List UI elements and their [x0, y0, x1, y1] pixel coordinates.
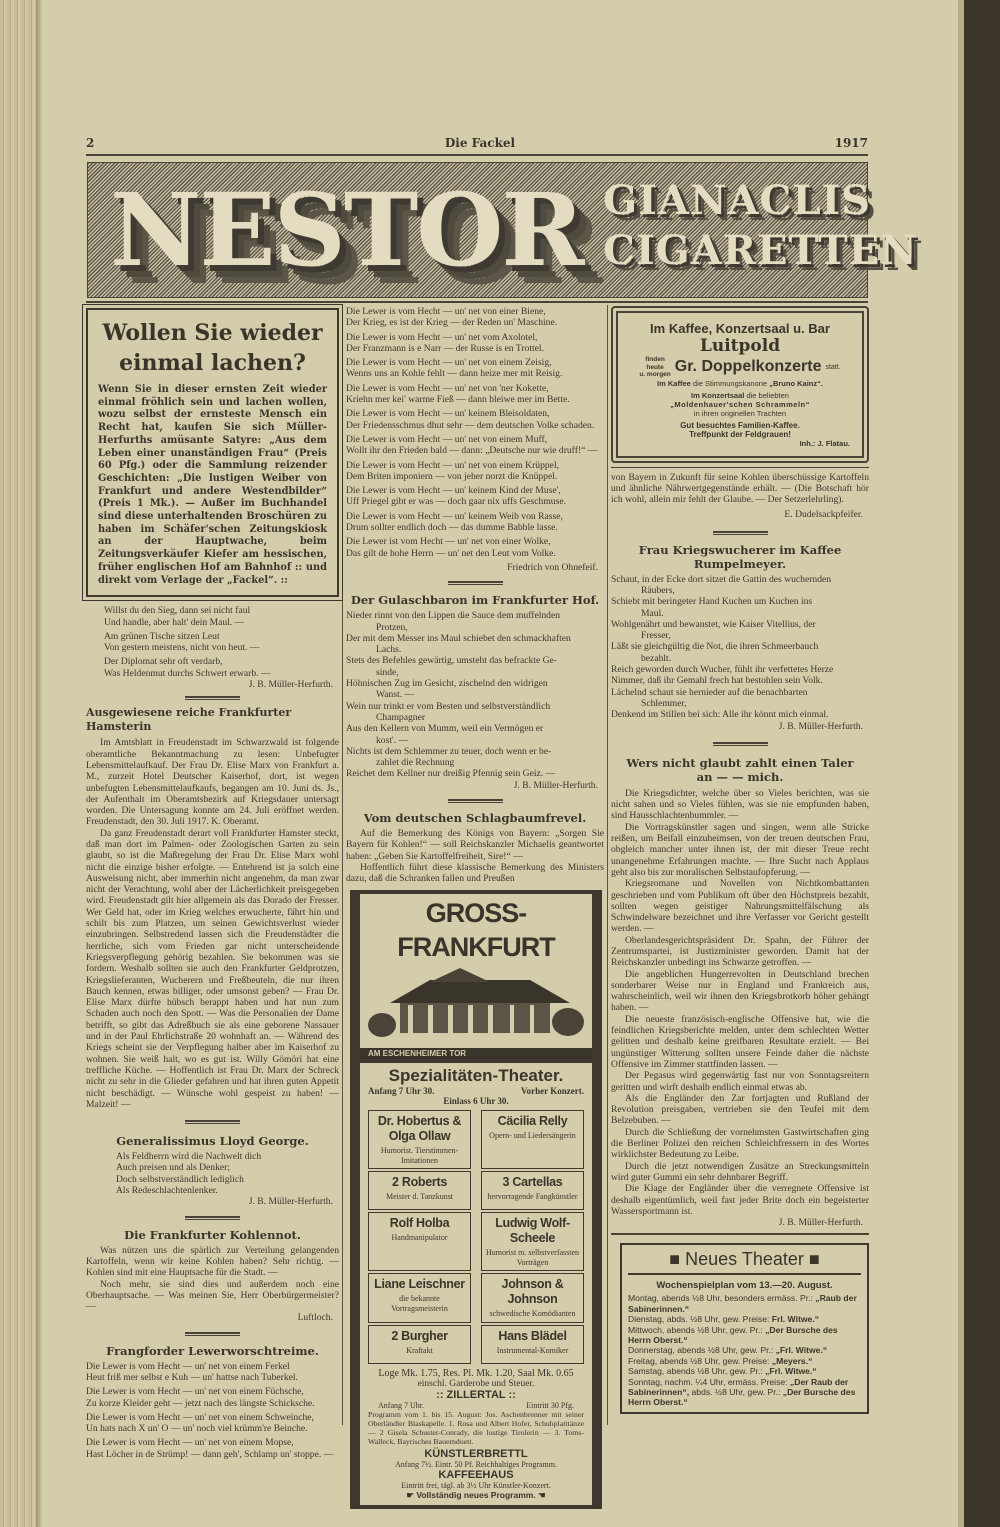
paragraph: Als die Engländer den Zar fortjagten und Rußland der Revolution preisgaben, vertrieben sie den Teufel mit dem Belzebuben. —	[611, 1092, 869, 1127]
poem-line-continuation: Räubers,	[641, 584, 675, 596]
act-description: Kraftakt	[406, 1345, 433, 1355]
separator	[185, 696, 240, 700]
poem-line: Die Lewer is vom Hecht — un' net von einem Schweinche,	[86, 1411, 314, 1423]
signature: J. B. Müller-Herfurth.	[513, 779, 598, 791]
poem-line-continuation: Schlemmer,	[641, 697, 687, 709]
schedule-day: Mittwoch, abends ½8 Uhr, gew. Pr.: „Der Bursche des Herrn Oberst.“	[628, 1324, 838, 1346]
article-title: Wers nicht glaubt zahlt einen Taler an — — mich.	[626, 755, 854, 784]
acts-grid	[368, 1110, 584, 1364]
poem-line-continuation: kost'. —	[376, 734, 409, 746]
separator	[185, 1120, 240, 1124]
article-title: Ausgewiesene reiche Frankfurter Hamsterin	[86, 706, 292, 734]
poem-line: Die Lewer is vom Hecht — un' net von einem Füchsche,	[86, 1386, 304, 1398]
band-name: „Moldenhauer'schen Schrammeln“	[670, 399, 810, 409]
column-divider	[607, 305, 608, 1425]
poem-line: Reich geworden durch Wucher, fühlt ihr verfettetes Herze	[611, 664, 834, 676]
separator	[185, 1332, 240, 1336]
paragraph: Die neueste französisch-englische Offensive hat, wie die feindlichen Kriegsberichte melden, unter dem schlechten Wetter gelitten und deshalb keine greifbaren Resultate erzielt. — Bei ungünstiger Witterung sollten unsere Feinde daher die nächste Offensive im Zimmer stattfinden lassen. —	[611, 1013, 869, 1070]
act-listing	[368, 1171, 471, 1210]
meeting-point: Treffpunkt der Feldgrauen!	[689, 429, 791, 439]
paragraph: Durch die jetzt notwendigen Zusätze an Streckungsmitteln wird guter Gummi ein sehr dehnbarer Begriff.	[611, 1160, 869, 1183]
concert-title: Gr. Doppelkonzerte	[674, 358, 822, 376]
signature: Friedrich von Ohnefeif.	[507, 561, 598, 573]
act-listing	[481, 1325, 584, 1364]
prices-note: einschl. Garderobe und Steuer.	[417, 1378, 535, 1389]
poem-line-continuation: Lachs.	[376, 644, 402, 656]
poem-line: Der Friedensschmus dhut sehr — dem deutschen Volke schaden.	[346, 419, 595, 431]
sieg-poem: Willst du den Sieg, dann sei nicht faul Und handle, aber halt' dein Maul. — Am grünen Tische sitzen Leut Von gestern meistens, nicht von heut. — Der Diplomat sehr oft verdarb, Was Heldenmut durchs Schwert erwarb. —	[104, 605, 271, 679]
act-description: Meister d. Tanzkunst	[385, 1192, 454, 1202]
separator	[448, 581, 503, 585]
article-title: Vom deutschen Schlagbaumfrevel.	[363, 810, 587, 825]
schedule-day: Samstag, abends ½8 Uhr, gew. Pr.: „Frl. Witwe.“	[628, 1366, 817, 1377]
act-description: Humorist m. selbstverfassten Vorträgen	[485, 1248, 580, 1267]
page-number: 2	[86, 136, 95, 150]
poem-line: Nimmer, daß ihr Gemahl frech hat bestohlen sein Volk.	[611, 675, 823, 687]
act-description: hervorragende Fangkünstler	[487, 1192, 578, 1202]
schedule-list	[628, 1293, 861, 1407]
poem-line: Die Lewer is vom Hecht — un' net von 'ner Kokette,	[346, 382, 549, 394]
stanza	[346, 460, 604, 483]
separator	[713, 531, 768, 535]
zillertal-entry: Eintritt 30 Pfg.	[526, 1400, 574, 1410]
poem-line: Un hats nach X un' O — un' noch viel krümm're Beinche.	[86, 1423, 308, 1435]
saal-line: Im Konzertsaal die beliebten	[691, 390, 789, 400]
signature: J. B. Müller-Herfurth.	[778, 720, 863, 732]
kaffeehaus-title: KAFFEEHAUS	[438, 1468, 514, 1481]
lewerworscht-poem-part1	[86, 1361, 339, 1460]
poem-line: Denkend im Stillen bei sich: Alle ihr könnt mich einmal.	[611, 709, 829, 721]
poem-line-continuation: Champagner	[376, 711, 426, 723]
poem-line: Das gilt de hohe Herrn — un' net den Leut vom Volke.	[346, 547, 556, 559]
poem-line: Uff Priegel gibt er was — doch gaar nix uffs Geschmuse.	[346, 496, 566, 508]
concert-days: finden heute u. morgen	[639, 356, 671, 378]
paragraph: Kriegsromane und Novellen von Nichtkombattanten geschrieben und vom Publikum oft über den Höchstpreis bezahlt, sollten wegen geistiger Nahrungsmittelfälschung als Schwindelware bezeichnet und ihre Verfasser vor Gericht gestellt werden. —	[611, 878, 869, 935]
theater-building-drawing	[360, 964, 590, 1048]
family-cafe: Gut besuchtes Familien-Kaffee.	[680, 420, 800, 430]
gulasch-poem	[346, 610, 604, 779]
act-name: 3 Cartellas	[502, 1175, 563, 1190]
poem-line: Die Lewer ist vom Hecht — un' net von einer Wolke,	[346, 536, 551, 548]
poem-line: Lächelnd schaut sie hernieder auf die benachbarten	[611, 686, 808, 698]
act-name: Rolf Holba	[389, 1216, 450, 1231]
schedule-day: Sonntag, nachm. ¼4 Uhr, ermäss. Preise: „Der Raub der Sabinerinnen“, abds. ½8 Uhr, gew. Pr.: „Der Bursche des Herrn Oberst.“	[628, 1376, 856, 1408]
act-name: Hans Blädel	[498, 1328, 567, 1343]
rule	[611, 467, 869, 468]
kaffee-line: Im Kaffee die Stimmungskanone „Bruno Kainz“.	[657, 378, 823, 388]
poem-line: Der Krieg, es ist der Krieg — der Reden un' Maschine.	[346, 317, 558, 329]
act-name: 2 Burgher	[391, 1328, 448, 1343]
act-listing	[481, 1273, 584, 1323]
dark-margin	[964, 0, 1000, 1527]
zillertal-start: Anfang 7 Uhr.	[378, 1400, 424, 1410]
signature: E. Dudelsackpfeifer.	[784, 509, 863, 521]
poem-line: Höhnischen Zug im Gesicht, zischelnd den widrigen	[346, 678, 548, 690]
masthead: Die Fackel	[444, 136, 516, 150]
stanza	[346, 383, 604, 406]
poem-line: Reichet dem Kellner nur dreißig Pfennig sein Geiz. —	[346, 768, 556, 780]
brettl-title: KÜNSTLERBRETTL	[424, 1447, 528, 1460]
paragraph: Der Pegasus wird gegenwärtig fast nur von Sonntagsreitern geritten und wirft deshalb endlich einmal etwas ab.	[611, 1070, 869, 1093]
paragraph: Die Klage der Engländer über die verregnete Offensive ist deshalb eigentümlich, weil fast jeder Brite doch ein begeisterter Wassersportmann ist.	[611, 1183, 869, 1217]
act-listing	[481, 1110, 584, 1169]
poem-line: Wenns uns an Kohle fehlt — dann heize mer mit Reisig.	[346, 368, 563, 380]
paragraph: Die angeblichen Hungerrevolten in Deutschland brechen sonderbarer Weise nur in England und Frankreich aus, wahrscheinlich, weil wir ihnen den Kriegsbrotkorb höher gehängt haben. —	[611, 968, 869, 1014]
act-listing	[481, 1171, 584, 1210]
rumpelmeyer-poem	[611, 574, 869, 721]
neues-theater-ad	[620, 1243, 869, 1413]
theater-name: Spezialitäten-Theater.	[388, 1066, 564, 1086]
lloyd-poem: Als Feldherrn wird die Nachwelt dich Auch preisen und als Denker; Doch selbstverständlich lediglich Als Redeschlachtenlenker.	[116, 1151, 262, 1197]
poem-line: Läßt sie gleichgültig die Not, die ihren Schmeerbauch	[611, 641, 819, 653]
poem-line: Nichts ist dem Schlemmer zu teuer, doch wenn er be-	[346, 745, 552, 757]
schedule-day: Freitag, abends ½8 Uhr, gew. Preise: „Meyers.“	[628, 1355, 813, 1366]
concert-post: statt.	[825, 363, 841, 371]
book-binding-edge	[0, 0, 42, 1527]
act-description: Humorist. Tierstimmen-Imitationen	[380, 1146, 459, 1165]
act-listing	[368, 1325, 471, 1364]
stanza	[346, 357, 604, 380]
kaffeehaus-info: Eintritt frei, tägl. ab 3½ Uhr Künstler-Konzert.	[401, 1480, 551, 1490]
poem-line-continuation: zahlet die Rechnung	[376, 757, 455, 769]
stanza	[346, 408, 604, 431]
banner-rule	[86, 301, 868, 303]
ad-text: Wenn Sie in dieser ernsten Zeit wieder einmal fröhlich sein und lachen wollen, wozu selbst der ernsteste Mensch ein Recht hat, kaufen Sie sich Müller-Herfurths amüsante Satyre: „Aus dem Leben einer unanständigen Frau“ (Preis 60 Pfg.) oder die Sammlung reizender Geschichten: „Die lustigen Weiber von Frankfurt und andere Westendbilder“ (Preis 1 Mk.). — Außer im Buchhandel sind diese unterhaltenden Broschüren zu haben im Schäfer'schen Zeitungskiosk an der Hauptwache, beim Zeitungsverkäufer Kiefer am hessischen, früher englischen Hof am Bahnhof :: und direkt vom Verlage der „Fackel“. ::	[98, 384, 327, 586]
theater-title: ■ Neues Theater ■	[628, 1249, 861, 1275]
act-name: Cäcilia Relly	[497, 1114, 568, 1129]
act-description: Handmanipulator	[391, 1233, 448, 1243]
poem-line: Zu korze Kleider geht — jetzt nach des längste Schicksche.	[86, 1397, 315, 1409]
act-listing	[368, 1212, 471, 1271]
article-title: Generalissimus Lloyd George.	[116, 1134, 309, 1149]
poem-line: Wein nur trinkt er vom Besten und selbstverständlich	[346, 700, 551, 712]
stanza	[86, 1386, 339, 1409]
brand-line-2: CIGARETTEN	[603, 227, 918, 274]
poem-line: Wollt ihr den Frieden bald — dann: „Deutsche nur wie druff!“ —	[346, 445, 598, 457]
poem-line-continuation: Fresser,	[641, 630, 671, 642]
schlagbaum-continuation: von Bayern in Zukunft für seine Kohlen überschüssige Kartoffeln und ähnliche Nährwertgegenstände erhält. — (Die Botschaft hör ich wohl, allein mir fehlt der Glaube. — Der Setzerlehrling).	[611, 471, 869, 506]
act-name: Dr. Hobertus & Olga Ollaw	[377, 1114, 462, 1144]
separator	[185, 1216, 240, 1220]
new-program-note: ☛ Vollständig neues Programm. ☚	[406, 1489, 546, 1500]
stanza	[86, 1361, 339, 1384]
square-bullet-icon: ■	[669, 1249, 686, 1270]
act-description: schwedische Komödianten	[489, 1309, 576, 1319]
zillertal-title: :: ZILLERTAL ::	[436, 1388, 516, 1401]
separator	[448, 799, 503, 803]
stanza	[346, 332, 604, 355]
hamsterin-article: Im Amtsblatt in Freudenstadt im Schwarzwald ist folgende oberamtliche Bekanntmachung zu lesen: Unbefugter Lebensmittelaufkauf. Der Frau Dr. Elise Marx von Frankfurt a. M., zurzeit Hotel Deutscher Kaiserhof, dort, ist wegen unbefugten Lebensmittelaufkaufs, begangen am 10. Juni ds. Js., der Aufenthalt im Oberamtsbezirk auf Kriegsdauer untersagt worden. Die Untersagung konnte am 24. Juli eröffnet werden. Freudenstadt, den 30. Juli 1917. K. Oberamt. Da ganz Freudenstadt derart voll Frankfurter Hamster steckt, daß man dort im Palmen- oder Zoologischen Garten zu sein glaubt, so ist die Maßregelung der Frau Dr. Elise Marx wohl nicht die einzige bisher erfolgte. — Entehrend ist ja solch eine Ausweisung nicht, aber immerhin nicht angenehm, da man zwar nicht der Verachtung, wohl aber der Lächerlichkeit preisgegeben wird. Freudenstadt gilt hier allgemein als das Dorado der Fresser. Wer Geld hat, oder im Krieg welches erwucherte, fährt hin und schilt bis zum Platzen, um seinen Gewichtsverlust wieder einzubringen. Selbstredend lassen sich die Freudenstädter die herrliche, sich vom Frieden gar nicht unterscheidende Kriegsverpflegung gehörig bezahlen. Sie bekommen was sie fordern. Weshalb sollten sie auch den Frankfurter Geldprotzen, Kriegslieferanten, Wucherern und Freßbeuteln, die nur ihren Bauch kennen, etwas billiger, oder umsonst geben? — Frau Dr. Elise Marx dürfte hübsch berappt haben und hat nun zum Schaden auch noch den Spott. — Was die Personalien der Dame betrifft, so gibt das Adreßbuch sie als eine geborene Nassauer und in der Paul Ehrlichstraße 20 wohnhaft an. — Während des Kriegs scheint sie der Verpflegung halber aber im Kaiserhof zu wohnen. Sie weiß halt, wo es gut ist. Willy Gömöri hat eine treffliche Küche. — Hoffentlich ist Frau Dr. Marx der Schreck nicht zu sehr in die Glieder gefahren und hat ihren guten Appetit nicht beschädigt. — Wünsche wohl gespeist zu haben! — Malzeit! —	[86, 737, 339, 1110]
kohlennot-article: Was nützen uns die spärlich zur Verteilung gelangenden Kartoffeln, wenn wir keine Kohlen haben? Sehr richtig. — Kohlen sind mit eine Hauptsache für die Stadt. — Noch mehr, sie sind dies und außerdem noch eine Oberhauptsache. — Was meinen Sie, Herr Oberbürgermeister? —	[86, 1244, 339, 1313]
year: 1917	[834, 136, 868, 150]
poem-line: Die Lewer is vom Hecht — un' net vom Axolotel,	[346, 331, 538, 343]
poem-line: Die Lewer is vom Hecht — un' net von einem Krüppel,	[346, 459, 560, 471]
pointing-hand-icon: ☛	[406, 1489, 417, 1500]
zillertal-program: Programm vom 1. bis 15. August: Jos. Aschenbrenner mit seiner Oberländler Blaskapelle. 1. Rosa und Albert Hofer, Schuhplatttänze — 2 Gisela Schuster-Conrady, die lustige Tirolerin — 3. Toms-Walleck, Bayrisches Bauernduett.	[368, 1409, 584, 1446]
owner: Inh.: J. Flatau.	[799, 438, 850, 448]
signature: Luftloch.	[297, 1312, 333, 1324]
brand-line-1: GIANACLIS	[603, 177, 872, 224]
schedule-day: Montag, abends ½8 Uhr, besonders ermäss. Pr.: „Raub der Sabinerinnen.“	[628, 1293, 857, 1314]
poem-line: Der Franzmann is e Narr — der Russe is en Trottel.	[346, 342, 544, 354]
ad-subtitle: AM ESCHENHEIMER TOR	[360, 1048, 592, 1059]
spezialitaeten-theater-ad	[360, 1063, 592, 1505]
poem-line: Die Lewer is vom Hecht — un' keinem Kind der Muse',	[346, 485, 561, 497]
weekly-schedule-title: Wochenspielplan vom 13.—20. August.	[656, 1280, 833, 1292]
stanza	[346, 485, 604, 508]
poem-line: Der mit dem Messer ins Maul schiebet den schmackhaften	[346, 632, 571, 644]
act-description: Instrumental-Komiker	[496, 1345, 569, 1355]
lewerworscht-poem-part2	[346, 306, 604, 559]
poem-line: Kriehn mer kei' warme Fieß — dann bleiwe mer im Bette.	[346, 394, 570, 406]
gross-frankfurt-illustration	[360, 894, 592, 1059]
poem-line: Die Lewer is vom Hecht — un' net von einem Zeisig,	[346, 357, 552, 369]
poem-line: Aus den Kellern von Mumm, weil ein Vermögen er	[346, 723, 544, 735]
rule	[611, 1233, 869, 1235]
poem-line-continuation: bezahlt.	[641, 652, 672, 664]
act-listing	[368, 1110, 471, 1169]
poem-line: Die Lewer is vom Hecht — un' net von einer Biene,	[346, 306, 546, 317]
poem-line-continuation: sinde,	[376, 666, 399, 678]
poem-line-continuation: Wanst. —	[376, 689, 415, 701]
poem-line-continuation: Maul.	[641, 607, 664, 619]
ad-title: Wollen Sie wieder einmal lachen?	[102, 320, 323, 376]
stanza	[86, 1437, 339, 1460]
poem-line: Wohlgenährt und bewanstet, wie Kaiser Vitellius, der	[611, 618, 816, 630]
act-name: Johnson & Johnson	[501, 1277, 564, 1307]
ad-heading: Im Kaffee, Konzertsaal u. Bar	[650, 321, 830, 336]
brand-nestor: NESTOR	[110, 171, 583, 289]
taler-article	[611, 788, 869, 1217]
paragraph: Oberlandesgerichtspräsident Dr. Spahn, der Führer der Zentrumspartei, ist Justizminister geworden. Damit hat der Reichskanzler unbedingt ins Schwarze getroffen. —	[611, 934, 869, 969]
poem-line: Schiebt mit beringeter Hand Kuchen um Kuchen ins	[611, 596, 813, 608]
act-description: die bekannte Vortragsmeisterin	[391, 1294, 448, 1313]
brettl-info: Anfang 7½. Eintr. 50 Pf. Reichhaltiges Programm.	[395, 1459, 557, 1469]
poem-line: Stets des Befehles gewärtig, umsteht das befrackte Ge-	[346, 655, 557, 667]
ad-title: GROSS-FRANKFURT	[397, 898, 555, 963]
poem-line: Schaut, in der Ecke dort sitzet die Gattin des wuchernden	[611, 573, 832, 585]
schedule-day: Donnerstag, abends ½8 Uhr, gew. Pr.: „Frl. Witwe.“	[628, 1345, 828, 1356]
act-listing	[481, 1212, 584, 1271]
act-name: Ludwig Wolf-Scheele	[495, 1216, 570, 1246]
act-description: Opern- und Liedersängerin	[489, 1131, 576, 1141]
nestor-banner-ad	[87, 162, 918, 298]
act-name: 2 Roberts	[392, 1175, 447, 1190]
separator	[713, 742, 768, 746]
poem-line: Dem Briten imponiern — von jeher norzt die Knüppel.	[346, 470, 558, 482]
schedule-day: Dienstag, abds. ½8 Uhr, gew. Preise: Frl. Witwe.“	[628, 1314, 819, 1325]
poem-line: Die Lewer is vom Hecht — un' net von einem Muff,	[346, 433, 548, 445]
poem-line: Die Lewer is vom Hecht — un' net von einem Ferkel	[86, 1360, 290, 1372]
stanza	[346, 536, 604, 559]
square-bullet-icon: ■	[803, 1249, 820, 1270]
lachen-book-ad	[86, 308, 339, 597]
band-note: in ihren originellen Trachten	[693, 408, 787, 418]
pre-concert: Vorher Konzert.	[521, 1086, 584, 1097]
poem-line: Hast Löcher in de Strümp! — dann geh', Schlamp un' stoppe. —	[86, 1448, 334, 1460]
stanza	[346, 434, 604, 457]
paragraph: Durch die Schließung der vornehmsten Gastwirtschaften ging die Berliner Polizei den reichen Schleichfressern in des Wortes wirklichster Bedeutung zu Leibe.	[611, 1126, 869, 1161]
poem-line: Die Lewer is vom Hecht — un' keinem Bleisoldaten,	[346, 408, 550, 420]
gross-frankfurt-ad	[350, 890, 602, 1509]
signature: J. B. Müller-Herfurth.	[778, 1217, 863, 1229]
article-title: Frangforder Lewerworschtreime.	[106, 1343, 319, 1358]
venue-name: Luitpold	[699, 336, 781, 356]
act-name: Liane Leischner	[374, 1277, 465, 1292]
article-title: Frau Kriegswucherer im Kaffee Rumpelmeyer.	[638, 542, 842, 571]
schlagbaum-article: Auf die Bemerkung des Königs von Bayern: „Sorgen Sie Bayern für Kohlen!“ — soll Reichskanzler Michaelis geantwortet haben: „Geben Sie Kartoffelfreiheit, Sire!“ — Hoffentlich führt diese klassische Bemerkung des Ministers dazu, daß die Schranken fallen und Preußen	[346, 827, 604, 885]
poem-line-continuation: Protzen,	[376, 621, 408, 633]
poem-line: Nieder rinnt von den Lippen die Sauce dem muffelnden	[346, 610, 561, 622]
poem-line: Die Lewer is vom Hecht — un' keinem Weib von Rasse,	[346, 510, 563, 522]
entry-time: Einlass 6 Uhr 30.	[443, 1096, 509, 1107]
stanza	[86, 1412, 339, 1435]
article-title: Der Gulaschbaron im Frankfurter Hof.	[350, 593, 600, 608]
article-title: Die Frankfurter Kohlennot.	[124, 1227, 301, 1242]
stanza	[346, 511, 604, 534]
signature: J. B. Müller-Herfurth.	[248, 679, 333, 691]
poem-line: Die Lewer is vom Hecht — un' net von einem Mopse,	[86, 1437, 294, 1449]
stanza	[346, 306, 604, 329]
pointing-hand-icon: ☚	[535, 1489, 546, 1500]
header-rule	[86, 154, 868, 156]
act-listing	[368, 1273, 471, 1323]
prices: Loge Mk. 1.75, Res. Pl. Mk. 1.20, Saal Mk. 0.65	[378, 1367, 574, 1379]
paragraph: Die Kriegsdichter, welche über so Vieles berichten, was sie nicht sahen und so Vieles fühlen, was sie nie empfunden haben, sind Hausschlachtenbummler. —	[611, 787, 869, 822]
paragraph: Die Vortragskünstler sagen und singen, wenn alle Stricke reißen, um Beifall einzuheimsen, von der treuen deutschen Frau, obgleich mancher unter ihnen ist, der mit dieser Treue recht unangenehme Erfahrungen machte. — Ihre Sucht nach Applaus geht also bis zur moralischen Selbstaufopferung. —	[611, 821, 869, 878]
signature: J. B. Müller-Herfurth.	[248, 1196, 333, 1208]
column-divider	[342, 305, 343, 1425]
luitpold-ad	[611, 306, 869, 463]
poem-line: Drum sollter endlich doch — das dumme Babble lasse.	[346, 522, 558, 534]
start-time: Anfang 7 Uhr 30.	[368, 1086, 435, 1097]
poem-line: Heut friß mer selbst e Kuh — un' hattse nach Tuberkel.	[86, 1371, 298, 1383]
